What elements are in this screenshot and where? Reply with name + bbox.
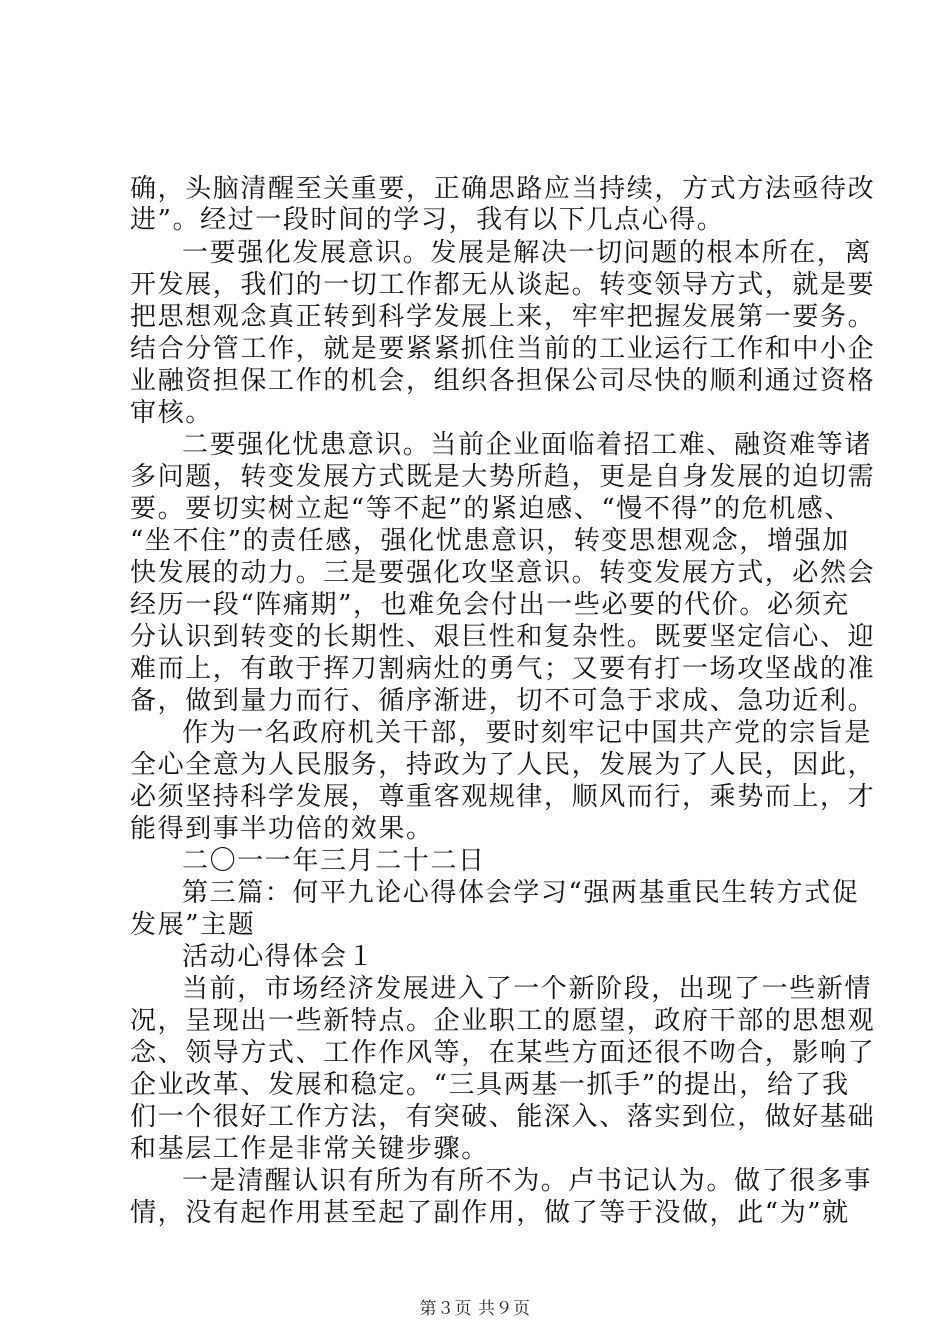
text-line: 多问题，转变发展方式既是大势所趋，更是自身发展的迫切需 xyxy=(130,462,876,492)
text-line: 业融资担保工作的机会，组织各担保公司尽快的顺利通过资格 xyxy=(130,366,876,396)
text-line: 们一个很好工作方法，有突破、能深入、落实到位，做好基础 xyxy=(130,1102,876,1132)
text-line: 快发展的动力。三是要强化攻坚意识。转变发展方式，必然会 xyxy=(130,558,876,588)
text-line: 结合分管工作，就是要紧紧抓住当前的工业运行工作和中小企 xyxy=(130,334,876,364)
paragraph-start-line: 当前，市场经济发展进入了一个新阶段，出现了一些新情 xyxy=(182,974,873,1004)
text-line: 企业改革、发展和稳定。“三具两基一抓手”的提出，给了我 xyxy=(130,1070,850,1100)
text-line: 情，没有起作用甚至起了副作用，做了等于没做，此“为”就 xyxy=(130,1198,850,1228)
text-line: 难而上，有敢于挥刀割病灶的勇气；又要有打一场攻坚战的准 xyxy=(130,654,876,684)
page-footer: 第３页 共９页 xyxy=(419,1299,531,1319)
section-heading-line: 发展”主题 xyxy=(130,910,256,940)
text-line: 开发展，我们的一切工作都无从谈起。转变领导方式，就是要 xyxy=(130,270,876,300)
text-line: “坐不住”的责任感，强化忧患意识，转变思想观念，增强加 xyxy=(130,526,850,556)
text-line: 经历一段“阵痛期”，也难免会付出一些必要的代价。必须充 xyxy=(130,590,850,620)
date-line: 二〇一一年三月二十二日 xyxy=(182,846,486,876)
text-line: 必须坚持科学发展，尊重客观规律，顺风而行，乘势而上，才 xyxy=(130,782,876,812)
paragraph-start-line: 一是清醒认识有所为有所不为。卢书记认为。做了很多事 xyxy=(182,1166,873,1196)
paragraph-start-line: 作为一名政府机关干部，要时刻牢记中国共产党的宗旨是 xyxy=(182,718,873,748)
text-line: 分认识到转变的长期性、艰巨性和复杂性。既要坚定信心、迎 xyxy=(130,622,876,652)
section-subheading-line: 活动心得体会１ xyxy=(182,942,376,972)
section-heading-line: 第三篇：何平九论心得体会学习“强两基重民生转方式促 xyxy=(182,878,860,908)
text-line: 况，呈现出一些新特点。企业职工的愿望，政府干部的思想观 xyxy=(130,1006,876,1036)
paragraph-start-line: 一要强化发展意识。发展是解决一切问题的根本所在，离 xyxy=(182,238,873,268)
text-line: 念、领导方式、工作作风等，在某些方面还很不吻合，影响了 xyxy=(130,1038,876,1068)
text-line: 备，做到量力而行、循序渐进，切不可急于求成、急功近利。 xyxy=(130,686,876,716)
text-line: 能得到事半功倍的效果。 xyxy=(130,814,434,844)
text-line: 要。要切实树立起“等不起”的紧迫感、“慢不得”的危机感、 xyxy=(130,494,852,524)
text-line: 全心全意为人民服务，持政为了人民，发展为了人民，因此， xyxy=(130,750,876,780)
text-line: 把思想观念真正转到科学发展上来，牢牢把握发展第一要务。 xyxy=(130,302,876,332)
text-line: 和基层工作是非常关键步骤。 xyxy=(130,1134,489,1164)
paragraph-start-line: 二要强化忧患意识。当前企业面临着招工难、融资难等诸 xyxy=(182,430,873,460)
text-line: 确，头脑清醒至关重要，正确思路应当持续，方式方法亟待改 xyxy=(130,174,876,204)
text-line: 进”。经过一段时间的学习，我有以下几点心得。 xyxy=(130,205,725,235)
text-line: 审核。 xyxy=(130,398,213,428)
